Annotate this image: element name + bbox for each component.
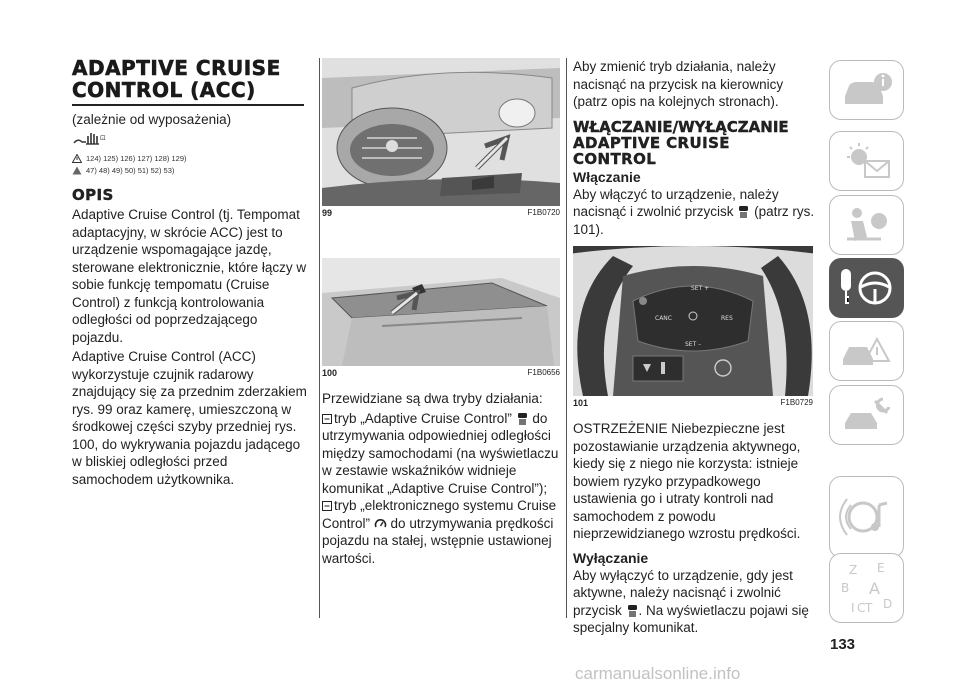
figure-number: 100 (322, 368, 338, 378)
svg-text:A: A (868, 579, 880, 598)
section-heading: OPIS (72, 186, 114, 204)
svg-text:B: B (840, 581, 849, 595)
set-plus-label: SET + (691, 285, 710, 292)
multimedia-icon (837, 487, 897, 547)
page-title-line2: CONTROL (ACC) (72, 78, 256, 102)
figure-100-camera (322, 258, 560, 366)
watermark: carmanualsonline.info (575, 664, 741, 683)
switch-on-paragraph: Aby włączyć to urządzenie, należy nacisnąć i zwolnić przycisk (patrz rys. 101). (573, 186, 815, 237)
switch-on-heading: Włączanie (573, 168, 641, 185)
column-right (573, 58, 815, 637)
tab-emergency[interactable] (829, 321, 904, 381)
acc-car-icon (626, 604, 639, 617)
reference-list: 124) 125) 126) 127) 128) 129) (86, 154, 187, 163)
car-front-bumper-image (322, 58, 560, 206)
svg-text:⊡: ⊡ (100, 134, 106, 142)
title-underline (72, 104, 304, 106)
speedometer-icon (374, 517, 387, 530)
warning-triangle-icon (72, 154, 82, 163)
modes-intro: Przewidziane są dwa tryby działania: (322, 391, 543, 406)
figure-code: F1B0720 (527, 208, 560, 217)
tab-safety[interactable] (829, 195, 904, 255)
tab-index[interactable] (829, 553, 904, 623)
figure-100-caption (322, 368, 560, 378)
bullet-square-icon (322, 414, 332, 424)
column-left (72, 58, 308, 488)
hand-lift-icon (72, 130, 110, 146)
svg-text:I: I (850, 601, 855, 615)
mode-switch-paragraph: Aby zmienić tryb działania, należy nacisnąć na przycisk na kierownicy (patrz opis na kolejnych stronach). (573, 59, 784, 109)
equipment-note: (zależnie od wyposażenia) (72, 112, 232, 127)
switch-off-paragraph: Aby wyłączyć to urządzenie, gdy jest aktywne, należy nacisnąć i zwolnić przycisk . Na wyświetlaczu pojawi się specjalny komunikat. (573, 567, 809, 635)
sensor-paragraph: Adaptive Cruise Control (ACC) wykorzystuje czujnik radarowy znajdujący się za przednim zderzakiem rys. 99 oraz kamerę, umieszczoną w środkowej części szyby przedniej rys. 100, do wykrywania pojazdu jadącego w bliskiej odległości przed samochodem użytkownika. (72, 349, 307, 487)
warning-paragraph: OSTRZEŻENIE Niebezpieczne jest pozostawianie urządzenia aktywnego, kiedy się z niego nie korzysta: istnieje bowiem ryzyko przypadkowego ustawienia go i utraty kontroli nad samochodem z powodu nieprzewidzianego wzrostu prędkości. (573, 421, 801, 541)
res-label: RES (721, 315, 733, 322)
column-divider (566, 58, 567, 618)
key-steering-wheel-icon (835, 265, 899, 311)
acc-car-icon (516, 412, 529, 425)
onoff-heading-line1: WŁĄCZANIE/WYŁĄCZANIE (573, 117, 789, 136)
canc-label: CANC (655, 315, 672, 322)
set-minus-label: SET – (685, 341, 702, 348)
svg-text:E: E (876, 561, 885, 575)
svg-text:T: T (864, 601, 872, 615)
tab-starting-driving[interactable] (829, 258, 904, 318)
airbag-seat-icon (837, 203, 897, 247)
figure-number: 99 (322, 208, 333, 218)
figure-101-caption (573, 398, 813, 408)
mode-acc-item: tryb „Adaptive Cruise Control” do utrzymywania odpowiedniej odległości między samochodami (na wyświetlaczu w zestawie wskaźników widnieje komunikat „Adaptive Cruise Control”); (322, 410, 559, 496)
svg-text:C: C (856, 601, 865, 615)
tab-car-info[interactable] (829, 60, 904, 120)
page-number: 133 (830, 636, 856, 653)
car-info-icon (837, 68, 897, 112)
switch-off-heading: Wyłączanie (573, 549, 649, 566)
steering-wheel-controls-image (573, 246, 813, 396)
onoff-heading-line2: ADAPTIVE CRUISE (573, 133, 730, 152)
reference-list: 47) 48) 49) 50) 51) 52) 53) (86, 166, 175, 175)
figure-99-caption (322, 208, 560, 218)
tab-multimedia[interactable] (829, 476, 904, 558)
tab-maintenance[interactable] (829, 385, 904, 445)
caution-triangle-icon (72, 166, 82, 175)
column-middle (322, 58, 560, 567)
acc-car-icon (737, 205, 750, 218)
figure-101-steering-wheel (573, 246, 813, 396)
warning-lights-icon (837, 139, 897, 183)
column-divider (319, 58, 320, 618)
breakdown-icon (837, 329, 897, 373)
windshield-camera-image (322, 258, 560, 366)
figure-99-radar (322, 58, 560, 206)
figure-number: 101 (573, 398, 589, 408)
service-wrench-icon (837, 393, 897, 437)
bullet-square-icon (322, 501, 332, 511)
figure-code: F1B0656 (527, 368, 560, 377)
page-title-line1: ADAPTIVE CRUISE (72, 56, 281, 80)
figure-code: F1B0729 (780, 398, 813, 407)
references-row-2 (72, 166, 308, 175)
index-letters-icon (835, 558, 899, 618)
svg-text:D: D (882, 597, 892, 611)
svg-text:Z: Z (848, 563, 857, 577)
description-paragraph: Adaptive Cruise Control (tj. Tempomat adaptacyjny, w skrócie ACC) jest to urządzenie wspomagające jazdę, sterowane elektronicznie, które łączy w sobie funkcję tempomatu (Cruise Control) z funkcją kontrolowania odległości od poprzedzającego pojazdu. (72, 207, 307, 345)
mode-cc-item: tryb „elektronicznego systemu Cruise Control” do utrzymywania prędkości pojazdu na stałej, wstępnie ustawionej wartości. (322, 498, 557, 566)
tab-warning-lights[interactable] (829, 131, 904, 191)
onoff-heading-line3: CONTROL (573, 149, 657, 168)
references-row-1 (72, 154, 308, 163)
